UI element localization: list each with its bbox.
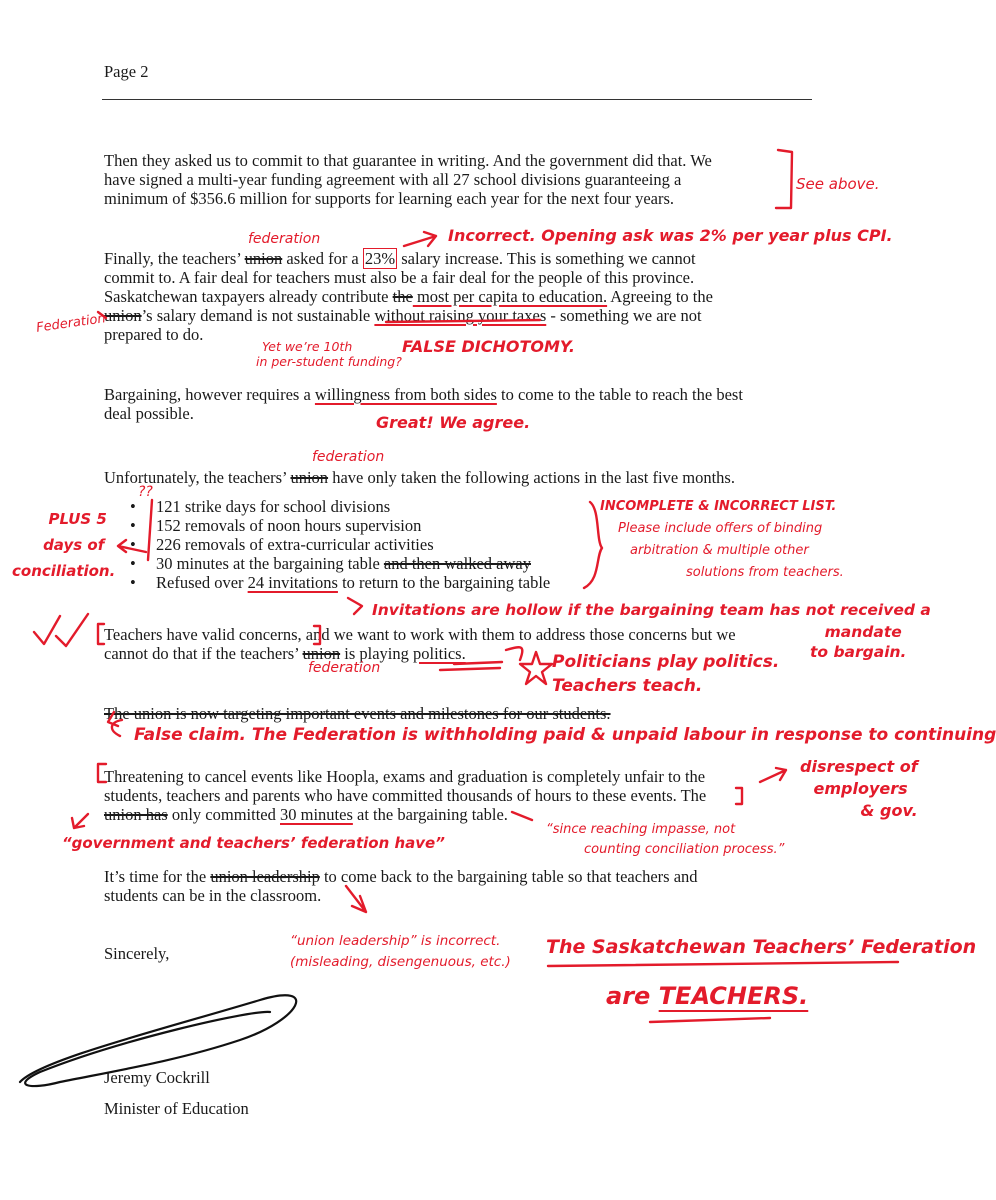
underlined-phrase: without raising your taxes (374, 306, 547, 325)
text-line: have signed a multi-year funding agreement with all 27 school divisions guaranteeing a (104, 170, 682, 189)
text-line: commit to. A fair deal for teachers must also be a fair deal for the people of this province. (104, 268, 695, 287)
struck-word: union (302, 644, 341, 663)
note-incorrect-ask: Incorrect. Opening ask was 2% per year plus CPI. (448, 226, 893, 245)
note-gov-federation: “government and teachers’ federation have” (62, 834, 445, 852)
paragraph-4: Unfortunately, the teachers’ union have only taken the following actions in the last five months. (104, 468, 735, 487)
paragraph-8 (104, 867, 698, 905)
note-union-leadership: “union leadership” is incorrect. (misleading, disengenuous, etc.) (290, 933, 511, 970)
page-label: Page 2 (104, 62, 149, 81)
text-line: cannot do that if the teachers’ union is playing politics. (104, 644, 466, 663)
list-item: • 121 strike days for school divisions (130, 497, 391, 516)
note-plus-five: PLUS 5 days of conciliation. (12, 510, 116, 580)
text-line: It’s time for the union leadership to come back to the bargaining table so that teachers and (104, 867, 698, 886)
text-line: Teachers have valid concerns, and we want to work with them to address those concerns but we (104, 625, 736, 644)
list-item: • 152 removals of noon hours supervision (130, 516, 422, 535)
double-underline-politics (440, 662, 502, 670)
struck-word: union leadership (210, 867, 320, 886)
note-invitations: Invitations are hollow if the bargaining team has not received a (372, 601, 931, 619)
list-item: • Refused over 24 invitations to return to the bargaining table (130, 573, 551, 592)
text-line: deal possible. (104, 404, 194, 423)
text-line: Then they asked us to commit to that guarantee in writing. And the government did that. We (104, 151, 712, 170)
note-mandate: mandate to bargain. (810, 623, 907, 661)
text-line: prepared to do. (104, 325, 204, 344)
note-impasse: “since reaching impasse, not counting conciliation process.” (546, 822, 785, 857)
underline-teachers (650, 1018, 770, 1022)
arrow-gov (72, 814, 88, 828)
note-federation: federation (248, 231, 321, 247)
text-line: union has only committed 30 minutes at the bargaining table. (104, 805, 508, 824)
note-false-claim: False claim. The Federation is withholding paid & unpaid labour in response to continuing (134, 725, 996, 745)
underlined-phrase: 24 invitations (247, 573, 338, 592)
underline-stf (548, 962, 898, 966)
note-federation: federation (312, 449, 385, 465)
note-see-above: See above. (796, 175, 880, 193)
underlined-phrase: willingness from both sides (314, 385, 497, 404)
closing: Sincerely, (104, 944, 170, 963)
note-federation: federation (308, 660, 381, 676)
list-item: • 30 minutes at the bargaining table and then walked away (130, 554, 531, 573)
signer-name: Jeremy Cockrill (104, 1068, 210, 1087)
text-line: Finally, the teachers’ union asked for a 23% salary increase. This is something we cannot (104, 249, 696, 268)
text-line: Threatening to cancel events like Hoopla, exams and graduation is completely unfair to the (104, 767, 706, 786)
struck-word: the (392, 287, 413, 306)
underlined-phrase: 30 minutes (280, 805, 353, 824)
note-are-teachers: are TEACHERS. (606, 982, 809, 1010)
note-federation-left: Federation (35, 311, 107, 336)
signer-title: Minister of Education (104, 1099, 249, 1118)
note-false-dichotomy: FALSE DICHOTOMY. (402, 337, 575, 356)
arrow-disrespect (760, 768, 786, 782)
struck-word: union has (104, 805, 168, 824)
underlined-phrase: most per capita to education. (412, 287, 608, 306)
text-line: Saskatchewan taxpayers already contribute the most per capita to education. Agreeing to the (104, 287, 713, 306)
text-line: union’s salary demand is not sustainable without raising your taxes - something we are not (104, 306, 702, 325)
struck-phrase: and then walked away (383, 554, 531, 573)
struck-word: union (290, 468, 329, 487)
struck-paragraph: The union is now targeting important events and milestones for our students. (104, 704, 611, 723)
paragraph-1 (104, 151, 712, 208)
text-line: students, teachers and parents who have committed thousands of hours to these events. The (104, 786, 707, 805)
bracket-threat-close (736, 788, 742, 804)
arrow-invitations (348, 598, 362, 614)
underlined-phrase: politics. (413, 644, 466, 663)
struck-word: union (244, 249, 283, 268)
header-rule (102, 99, 812, 100)
paragraph-7 (104, 767, 706, 824)
note-disrespect: disrespect of employers & gov. (800, 757, 918, 820)
bracket-see-above (776, 150, 792, 208)
note-question-marks: ?? (138, 484, 153, 500)
note-incomplete-list: INCOMPLETE & INCORRECT LIST. Please include offers of binding arbitration & multiple other solutions from teachers. (600, 499, 844, 580)
action-list (130, 497, 550, 592)
note-tenth: Yet we’re 10th in per-student funding? (256, 339, 402, 369)
note-politicians: Politicians play politics. Teachers teach. (552, 652, 780, 696)
text-line: Bargaining, however requires a willingness from both sides to come to the table to reach the best (104, 385, 743, 404)
list-item: • 226 removals of extra-curricular activities (130, 535, 434, 554)
text-line: minimum of $356.6 million for supports for learning each year for the next four years. (104, 189, 675, 208)
arrow-incorrect (404, 232, 436, 246)
text-line: students can be in the classroom. (104, 886, 322, 905)
note-stf: The Saskatchewan Teachers’ Federation (546, 936, 977, 958)
checkmarks (34, 614, 88, 646)
paragraph-2 (104, 249, 713, 344)
note-great-agree: Great! We agree. (376, 413, 531, 432)
boxed-figure: 23% (364, 249, 396, 268)
struck-word: union (104, 306, 142, 325)
